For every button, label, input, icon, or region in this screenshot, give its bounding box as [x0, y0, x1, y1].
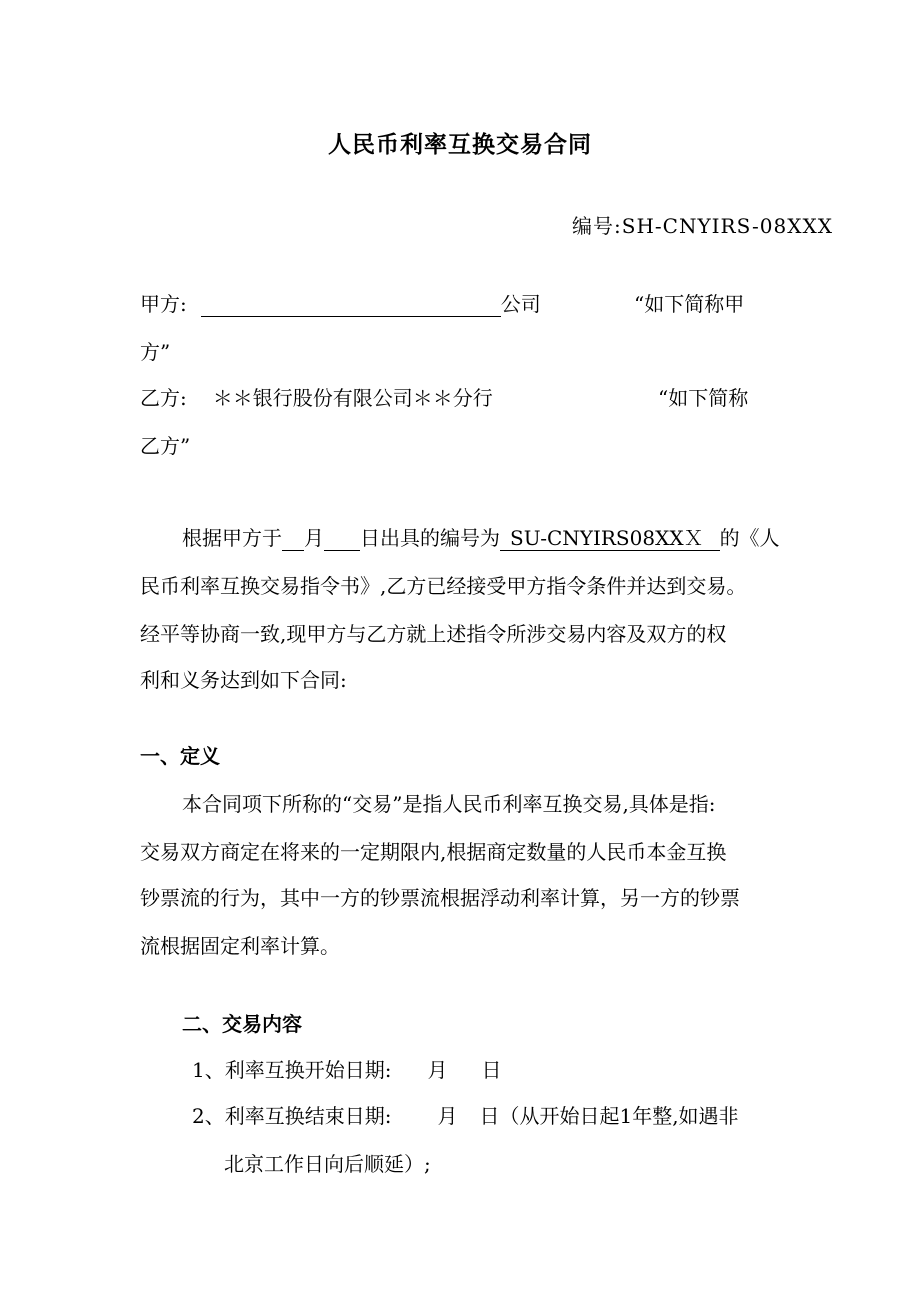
- party-b-line: [140, 384, 493, 412]
- section-2-heading: 二、交易内容: [182, 1012, 302, 1036]
- party-a-alias-cont: 方”: [140, 340, 171, 364]
- item-2-label: 2、利率互换结束日期:: [192, 1104, 392, 1128]
- section-2-item-2-cont: 北京工作日向后顺延）;: [224, 1152, 431, 1176]
- intro-day-label: 日出具的编号为: [360, 526, 500, 550]
- intro-instruction-ref: SU-CNYIRS08XXＸ: [500, 526, 720, 551]
- section-2-item-2: [192, 1102, 739, 1130]
- section-1-heading: 一、定义: [140, 744, 220, 768]
- party-a-alias: “如下简称甲: [634, 292, 745, 316]
- contract-number: 编号:SH-CNYIRS-08XXX: [572, 214, 833, 238]
- intro-line-1: [182, 524, 780, 552]
- party-a-line: [140, 290, 541, 318]
- intro-text-end: 的《人: [719, 526, 780, 550]
- section-1-line-4: 流根据固定利率计算。: [140, 934, 340, 958]
- item-1-label: 1、利率互换开始日期:: [192, 1058, 392, 1082]
- item-2-day: 日（从开始日起1年整,如遇非: [479, 1104, 739, 1128]
- intro-line-2: 民币利率互换交易指令书》,乙方已经接受甲方指令条件并达到交易。: [140, 574, 747, 598]
- item-1-day: 日: [481, 1058, 502, 1082]
- section-1-line-2: 交易双方商定在将来的一定期限内,根据商定数量的人民币本金互换: [140, 840, 727, 864]
- party-b-name: ＊＊银行股份有限公司＊＊分行: [212, 386, 493, 410]
- intro-day-blank: [324, 526, 360, 551]
- page-title: 人民币利率互换交易合同: [328, 131, 592, 158]
- intro-line-4: 利和义务达到如下合同:: [140, 668, 347, 692]
- intro-line-3: 经平等协商一致,现甲方与乙方就上述指令所涉交易内容及双方的权: [140, 622, 727, 646]
- party-b-alias: “如下简称: [658, 386, 749, 410]
- party-b-alias-cont: 乙方”: [140, 434, 191, 458]
- party-a-name-blank: [201, 292, 501, 317]
- item-2-month: 月: [437, 1104, 458, 1128]
- party-a-label: 甲方:: [140, 292, 187, 316]
- party-a-suffix: 公司: [500, 292, 541, 316]
- section-1-line-1: 本合同项下所称的“交易”是指人民币利率互换交易,具体是指:: [182, 792, 716, 816]
- party-b-label: 乙方:: [140, 386, 187, 410]
- section-1-line-3: 钞票流的行为，其中一方的钞票流根据浮动利率计算，另一方的钞票: [140, 886, 740, 910]
- section-2-item-1: [192, 1056, 501, 1084]
- intro-month-label: 月: [304, 526, 324, 550]
- intro-text-a: 根据甲方于: [182, 526, 282, 550]
- item-1-month: 月: [427, 1058, 448, 1082]
- intro-month-blank: [282, 526, 304, 551]
